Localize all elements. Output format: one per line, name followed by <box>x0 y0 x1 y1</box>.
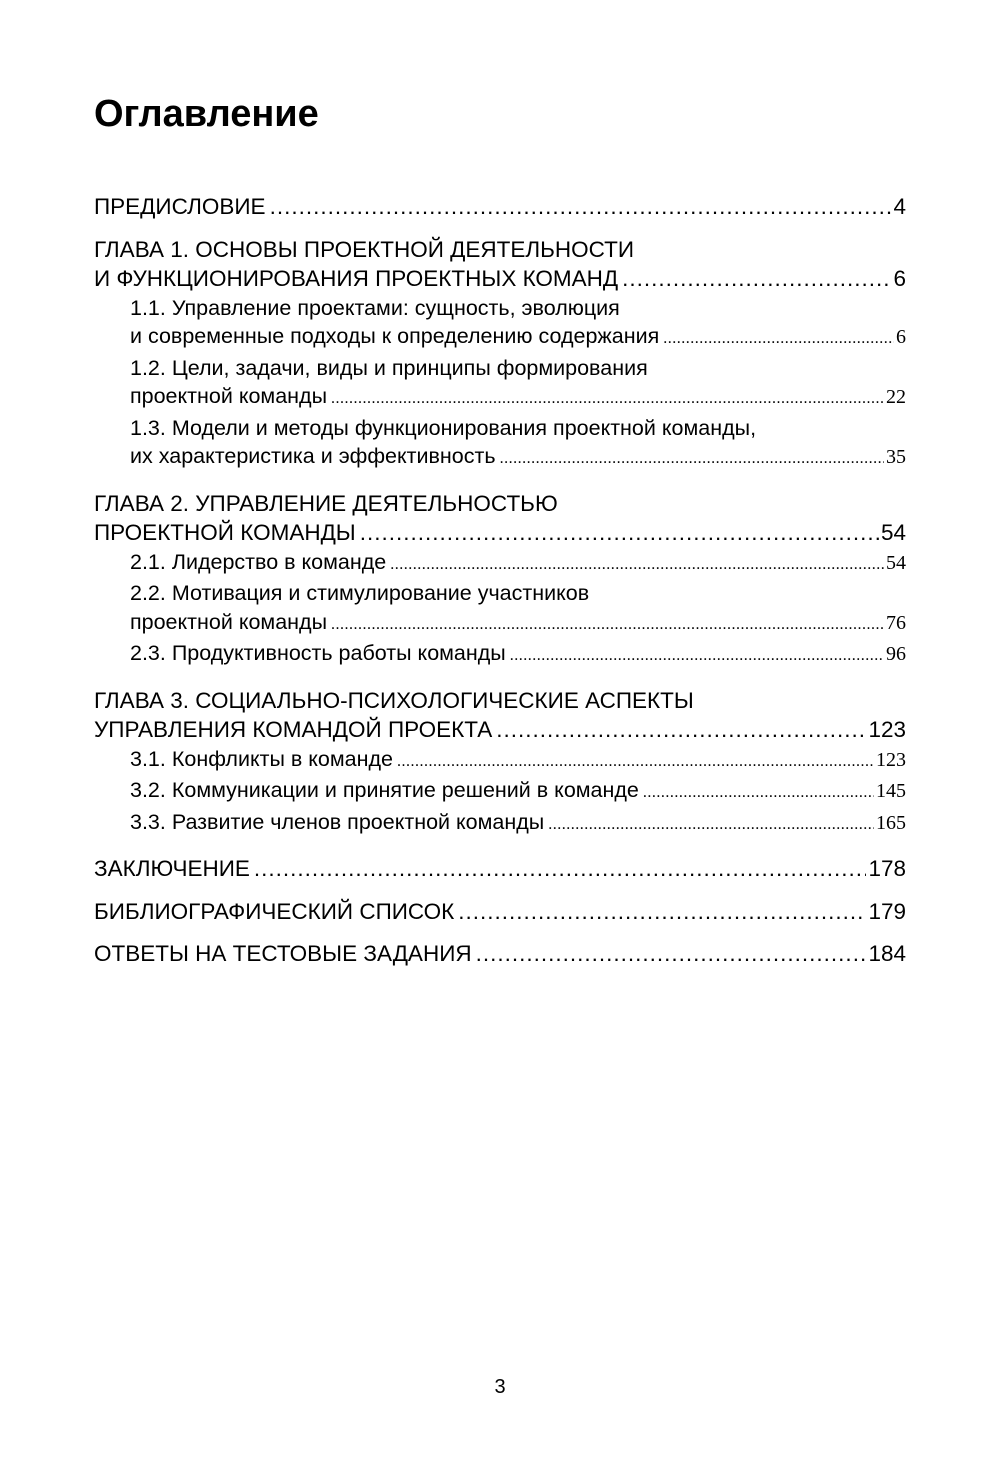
toc-section-3-1[interactable] <box>94 745 906 777</box>
dot-leader <box>663 325 894 354</box>
dot-leader <box>270 192 892 222</box>
toc-section-title-line2: их характеристика и эффективность <box>130 444 496 468</box>
toc-section-2-3[interactable] <box>94 639 906 671</box>
toc-section-3-2[interactable] <box>94 776 906 808</box>
toc-page-number: 54 <box>880 520 906 545</box>
toc-page-number: 6 <box>893 266 906 291</box>
toc-entry-preface[interactable] <box>94 192 906 222</box>
dot-leader <box>331 385 884 414</box>
toc-page-number: 35 <box>886 446 906 468</box>
toc-chapter-heading[interactable] <box>94 235 906 294</box>
toc-section-title-line1: 1.3. Модели и методы функционирования проектной команды, <box>130 415 757 440</box>
toc-page-number: 76 <box>886 611 906 634</box>
dot-leader <box>331 611 884 640</box>
toc-page-number: 145 <box>876 780 906 802</box>
toc-section-2-2[interactable] <box>94 579 906 639</box>
toc-entry-label: ОТВЕТЫ НА ТЕСТОВЫЕ ЗАДАНИЯ <box>94 941 472 966</box>
toc-chapter-title-line2: И ФУНКЦИОНИРОВАНИЯ ПРОЕКТНЫХ КОМАНД <box>94 266 619 291</box>
toc-page-number: 165 <box>876 811 906 834</box>
toc-page-number: 123 <box>868 717 906 742</box>
toc-chapter-title-line2: УПРАВЛЕНИЯ КОМАНДОЙ ПРОЕКТА <box>94 717 493 742</box>
toc-chapter-title-line1: ГЛАВА 1. ОСНОВЫ ПРОЕКТНОЙ ДЕЯТЕЛЬНОСТИ <box>94 236 635 262</box>
toc-page-number: 96 <box>886 643 906 665</box>
toc-chapter-title-line1: ГЛАВА 3. СОЦИАЛЬНО-ПСИХОЛОГИЧЕСКИЕ АСПЕКТЫ <box>94 687 694 713</box>
dot-leader <box>390 551 884 580</box>
dot-leader <box>360 518 879 548</box>
toc-entry-label: ПРЕДИСЛОВИЕ <box>94 194 266 219</box>
toc-section-title-line1: 3.3. Развитие членов проектной команды <box>130 809 545 834</box>
toc-section-title-line2: и современные подходы к определению содержания <box>130 324 660 348</box>
toc-chapter-1 <box>94 235 906 474</box>
toc-chapter-title-line1: ГЛАВА 2. УПРАВЛЕНИЕ ДЕЯТЕЛЬНОСТЬЮ <box>94 490 558 516</box>
dot-leader <box>476 939 867 969</box>
toc-chapter-title-line2: ПРОЕКТНОЙ КОМАНДЫ <box>94 520 356 545</box>
toc-section-title-line1: 3.1. Конфликты в команде <box>130 746 393 771</box>
toc-entry-conclusion[interactable] <box>94 854 906 884</box>
dot-leader <box>548 811 874 840</box>
toc-section-title-line2: проектной команды <box>130 609 328 634</box>
toc-page-number: 6 <box>896 326 906 348</box>
toc-entry-answers[interactable] <box>94 939 906 969</box>
dot-leader <box>510 642 884 671</box>
toc-entry-bibliography[interactable] <box>94 897 906 927</box>
toc-page-number: 4 <box>893 194 906 219</box>
toc-section-title-line1: 1.2. Цели, задачи, виды и принципы формирования <box>130 355 648 380</box>
toc-chapter-heading[interactable] <box>94 489 906 548</box>
dot-leader <box>397 748 874 777</box>
toc-section-2-1[interactable] <box>94 548 906 580</box>
toc-section-title-line1: 2.2. Мотивация и стимулирование участников <box>130 581 590 605</box>
dot-leader <box>254 854 867 884</box>
toc-chapter-2 <box>94 489 906 671</box>
table-of-contents <box>94 192 906 982</box>
toc-page-number: 178 <box>868 856 906 881</box>
toc-section-3-3[interactable] <box>94 808 906 840</box>
toc-page-number: 54 <box>886 551 906 574</box>
page-title: Оглавление <box>94 93 319 135</box>
toc-page-number: 22 <box>886 386 906 408</box>
dot-leader <box>496 715 866 745</box>
toc-page-number: 179 <box>868 898 906 924</box>
toc-entry-label: ЗАКЛЮЧЕНИЕ <box>94 856 250 881</box>
toc-section-title-line1: 3.2. Коммуникации и принятие решений в команде <box>130 778 639 802</box>
toc-chapter-heading[interactable] <box>94 686 906 745</box>
toc-section-title-line1: 1.1. Управление проектами: сущность, эволюция <box>130 295 620 320</box>
toc-entry-label: БИБЛИОГРАФИЧЕСКИЙ СПИСОК <box>94 898 455 924</box>
page-number: 3 <box>494 1376 506 1398</box>
dot-leader <box>458 897 866 927</box>
toc-section-1-2[interactable] <box>94 354 906 414</box>
toc-page-number: 184 <box>868 941 906 966</box>
toc-section-title-line1: 2.3. Продуктивность работы команды <box>130 641 506 665</box>
toc-chapter-3 <box>94 686 906 840</box>
toc-section-title-line1: 2.1. Лидерство в команде <box>130 549 387 574</box>
toc-section-1-1[interactable] <box>94 294 906 354</box>
dot-leader <box>643 779 874 808</box>
toc-page-number: 123 <box>876 748 906 771</box>
toc-section-1-3[interactable] <box>94 414 906 474</box>
dot-leader <box>622 264 891 294</box>
dot-leader <box>500 445 884 474</box>
toc-section-title-line2: проектной команды <box>130 384 328 408</box>
